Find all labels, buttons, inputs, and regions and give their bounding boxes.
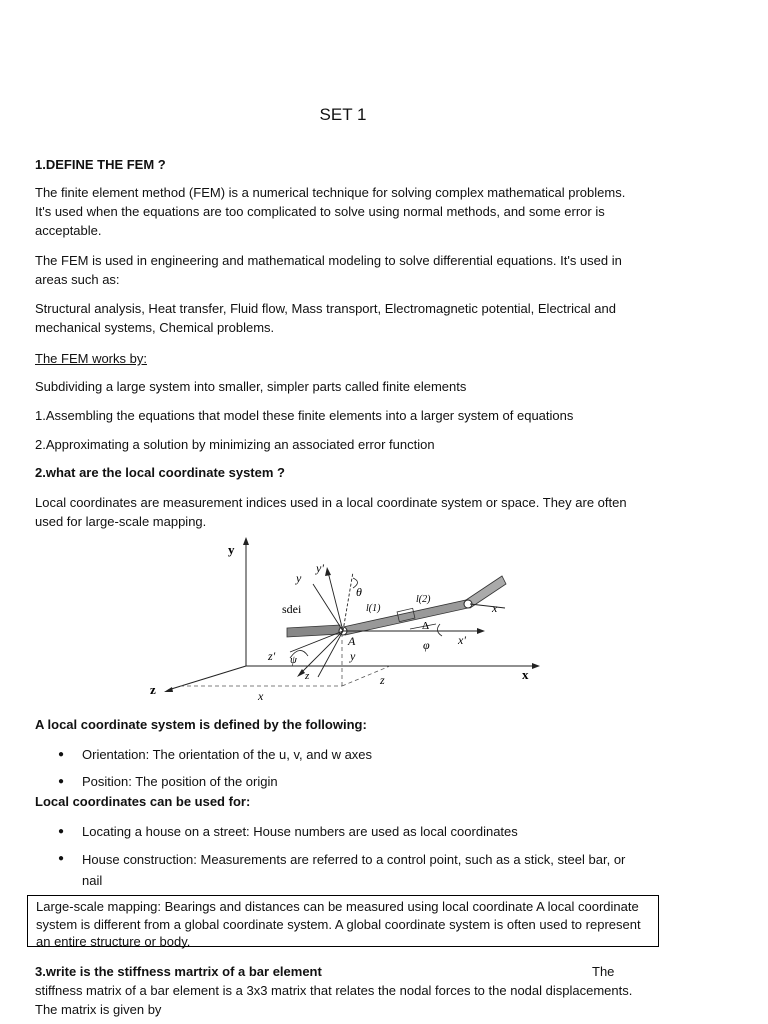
local-coordinate-diagram bbox=[140, 532, 550, 708]
q1-para3: Structural analysis, Heat transfer, Fluid flow, Mass transport, Electromagnetic potential, Electrical and mechanical systems, Chemical problems. bbox=[35, 301, 616, 335]
list-item: Orientation: The orientation of the u, v, and w axes bbox=[82, 747, 373, 762]
q3-heading: 3.write is the stiffness martrix of a bar element bbox=[35, 964, 322, 979]
q1-para2: The FEM is used in engineering and mathematical modeling to solve differential equations. It's used in areas such as: bbox=[35, 253, 622, 287]
diagram-label-yi2: y bbox=[350, 649, 356, 663]
diagram-label-xi-axis: x bbox=[258, 689, 264, 703]
defined-heading: A local coordinate system is defined by the following: bbox=[35, 717, 367, 732]
page-title: SET 1 bbox=[319, 105, 367, 124]
bullet-icon: ● bbox=[58, 749, 65, 760]
diagram-label-yi: y bbox=[296, 571, 302, 585]
q1-heading: 1.DEFINE THE FEM ? bbox=[35, 157, 166, 172]
diagram-label-theta: θ bbox=[356, 585, 362, 599]
diagram-label-xi: x bbox=[492, 601, 498, 615]
diagram-label-y: y bbox=[228, 542, 235, 557]
diagram-label-l2: l(2) bbox=[416, 594, 431, 605]
boxed-paragraph: Large-scale mapping: Bearings and distances can be measured using local coordinate A local coordinate system is different from a global coordinate system. A global coordinate system is often used to represent an entire structure or body. bbox=[27, 895, 659, 947]
list-item: Position: The position of the origin bbox=[82, 774, 278, 789]
diagram-label-l1: l(1) bbox=[366, 603, 381, 614]
diagram-label-z: z bbox=[150, 682, 156, 697]
q1-para1: The finite element method (FEM) is a numerical technique for solving complex mathematical problems. It's used when the equations are too complicated to solve using normal methods, and some error is acceptable. bbox=[35, 185, 626, 238]
diagram-label-delta: Δ bbox=[422, 620, 430, 632]
diagram-label-yprime: y' bbox=[316, 561, 324, 575]
fem-step-2: 2.Approximating a solution by minimizing an associated error function bbox=[35, 437, 435, 452]
list-item: House construction: Measurements are referred to a control point, such as a stick, steel bar, or nail bbox=[82, 852, 626, 888]
diagram-label-sdei: sdei bbox=[282, 602, 302, 616]
list-item: Locating a house on a street: House numbers are used as local coordinates bbox=[82, 824, 518, 839]
diagram-label-phi: φ bbox=[423, 638, 430, 652]
bullet-icon: ● bbox=[58, 853, 65, 864]
diagram-label-x: x bbox=[522, 667, 529, 682]
fem-step-0: Subdividing a large system into smaller, simpler parts called finite elements bbox=[35, 379, 467, 394]
fem-works-heading: The FEM works by: bbox=[35, 351, 147, 366]
bullet-icon: ● bbox=[58, 826, 65, 837]
q3-para: stiffness matrix of a bar element is a 3x3 matrix that relates the nodal forces to the nodal displacements. The matrix is given by bbox=[35, 983, 633, 1017]
fem-step-1: 1.Assembling the equations that model these finite elements into a larger system of equations bbox=[35, 408, 574, 423]
diagram-label-zi: z bbox=[305, 670, 310, 682]
q2-para1: Local coordinates are measurement indices used in a local coordinate system or space. They are often used for large-scale mapping. bbox=[35, 495, 627, 529]
q3-right-word: The bbox=[592, 964, 615, 979]
diagram-label-A: A bbox=[348, 634, 356, 648]
diagram-label-psi: ψ bbox=[290, 654, 297, 666]
diagram-label-zi2: z bbox=[380, 673, 385, 687]
q2-heading: 2.what are the local coordinate system ? bbox=[35, 465, 285, 480]
diagram-label-zprime: z' bbox=[268, 649, 276, 663]
uses-heading: Local coordinates can be used for: bbox=[35, 794, 251, 809]
bullet-icon: ● bbox=[58, 776, 65, 787]
diagram-label-xprime: x' bbox=[458, 633, 466, 647]
